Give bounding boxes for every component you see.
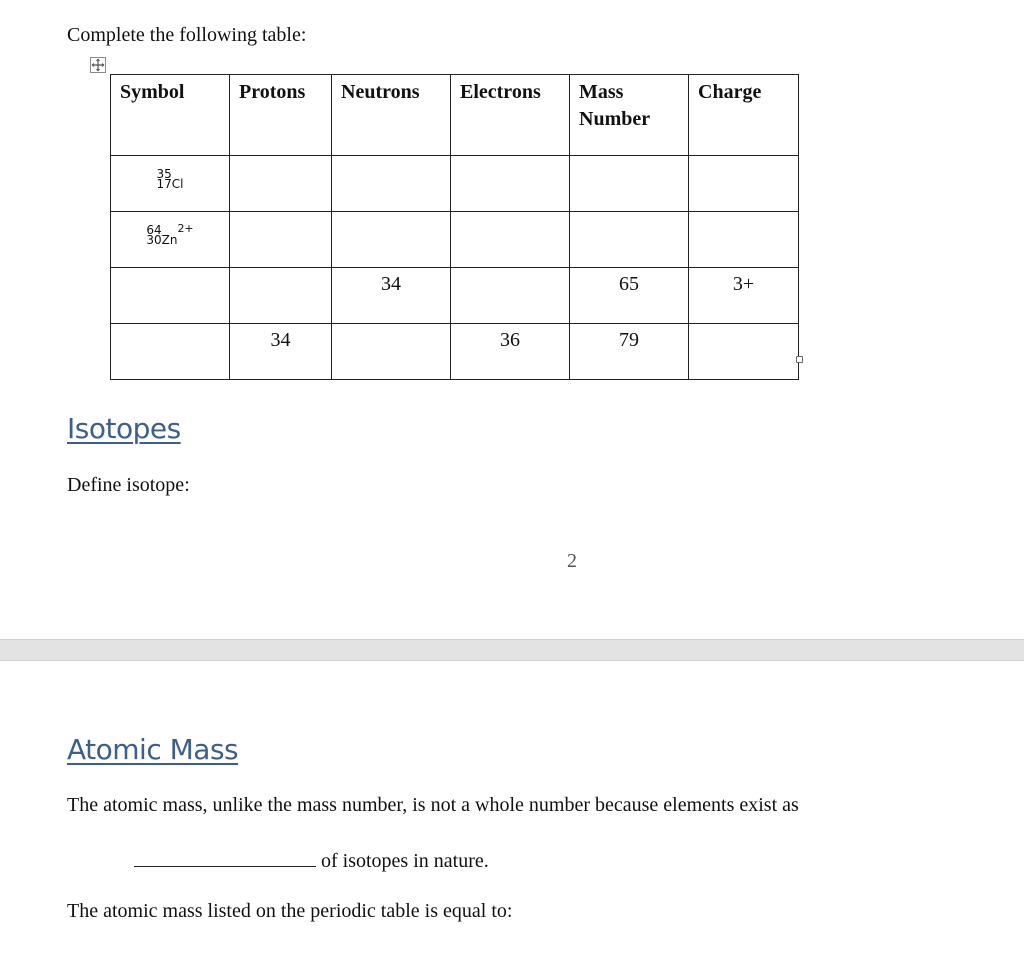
- header-neutrons: Neutrons: [332, 75, 451, 156]
- periodic-table-prompt: The atomic mass listed on the periodic table is equal to:: [67, 900, 513, 922]
- nuclide-mass-number: 64: [146, 223, 162, 237]
- page-break-gap: [0, 639, 1024, 661]
- cell-charge[interactable]: [689, 324, 799, 380]
- answer-blank[interactable]: [134, 846, 316, 867]
- page-number: 2: [567, 550, 577, 572]
- cell-electrons[interactable]: [451, 212, 570, 268]
- cell-symbol[interactable]: [111, 156, 230, 212]
- nuclide-symbol: [146, 224, 193, 246]
- cell-electrons[interactable]: 36: [451, 324, 570, 380]
- table-resize-handle-icon[interactable]: [796, 356, 803, 363]
- cell-protons[interactable]: 34: [230, 324, 332, 380]
- cell-mass-number[interactable]: [570, 156, 689, 212]
- atomic-mass-heading: Atomic Mass: [67, 733, 239, 766]
- nuclide-atomic-number: 30: [146, 233, 162, 247]
- nuclide-mass-number: 35: [156, 167, 172, 181]
- cell-electrons[interactable]: [451, 156, 570, 212]
- cell-symbol[interactable]: [111, 324, 230, 380]
- nuclide-symbol: [157, 168, 184, 190]
- nuclide-charge: 2+: [177, 222, 194, 235]
- cell-neutrons[interactable]: 34: [332, 268, 451, 324]
- header-mass-number: [570, 75, 689, 156]
- table-row: [111, 212, 799, 268]
- define-isotope-prompt: Define isotope:: [67, 474, 190, 496]
- cell-neutrons[interactable]: [332, 212, 451, 268]
- fill-in-blank-line: [134, 846, 489, 873]
- cell-protons[interactable]: [230, 212, 332, 268]
- cell-mass-number[interactable]: [570, 212, 689, 268]
- header-charge: Charge: [689, 75, 799, 156]
- nuclide-element: Zn: [161, 233, 178, 247]
- nuclide-element: Cl: [171, 177, 184, 191]
- isotopes-heading: Isotopes: [67, 412, 181, 445]
- cell-charge[interactable]: 3+: [689, 268, 799, 324]
- cell-protons[interactable]: [230, 268, 332, 324]
- cell-mass-number[interactable]: 79: [570, 324, 689, 380]
- table-row: [111, 268, 799, 324]
- table-row: [111, 156, 799, 212]
- header-symbol: Symbol: [111, 75, 230, 156]
- cell-charge[interactable]: [689, 212, 799, 268]
- nuclide-atomic-number: 17: [156, 177, 172, 191]
- atom-table: [110, 74, 799, 380]
- fill-suffix-text: of isotopes in nature.: [321, 850, 489, 872]
- atomic-mass-sentence: The atomic mass, unlike the mass number, is not a whole number because elements exist as: [67, 794, 799, 816]
- cell-symbol[interactable]: [111, 268, 230, 324]
- table-header-row: [111, 75, 799, 156]
- cell-mass-number[interactable]: 65: [570, 268, 689, 324]
- header-mass-line1: Mass: [579, 81, 624, 103]
- header-mass-line2: Number: [579, 108, 651, 130]
- cell-neutrons[interactable]: [332, 324, 451, 380]
- cell-neutrons[interactable]: [332, 156, 451, 212]
- header-protons: Protons: [230, 75, 332, 156]
- table-move-handle-icon[interactable]: [90, 57, 106, 73]
- cell-charge[interactable]: [689, 156, 799, 212]
- cell-electrons[interactable]: [451, 268, 570, 324]
- instruction-text: Complete the following table:: [67, 24, 307, 46]
- cell-protons[interactable]: [230, 156, 332, 212]
- table-row: [111, 324, 799, 380]
- cell-symbol[interactable]: [111, 212, 230, 268]
- header-electrons: Electrons: [451, 75, 570, 156]
